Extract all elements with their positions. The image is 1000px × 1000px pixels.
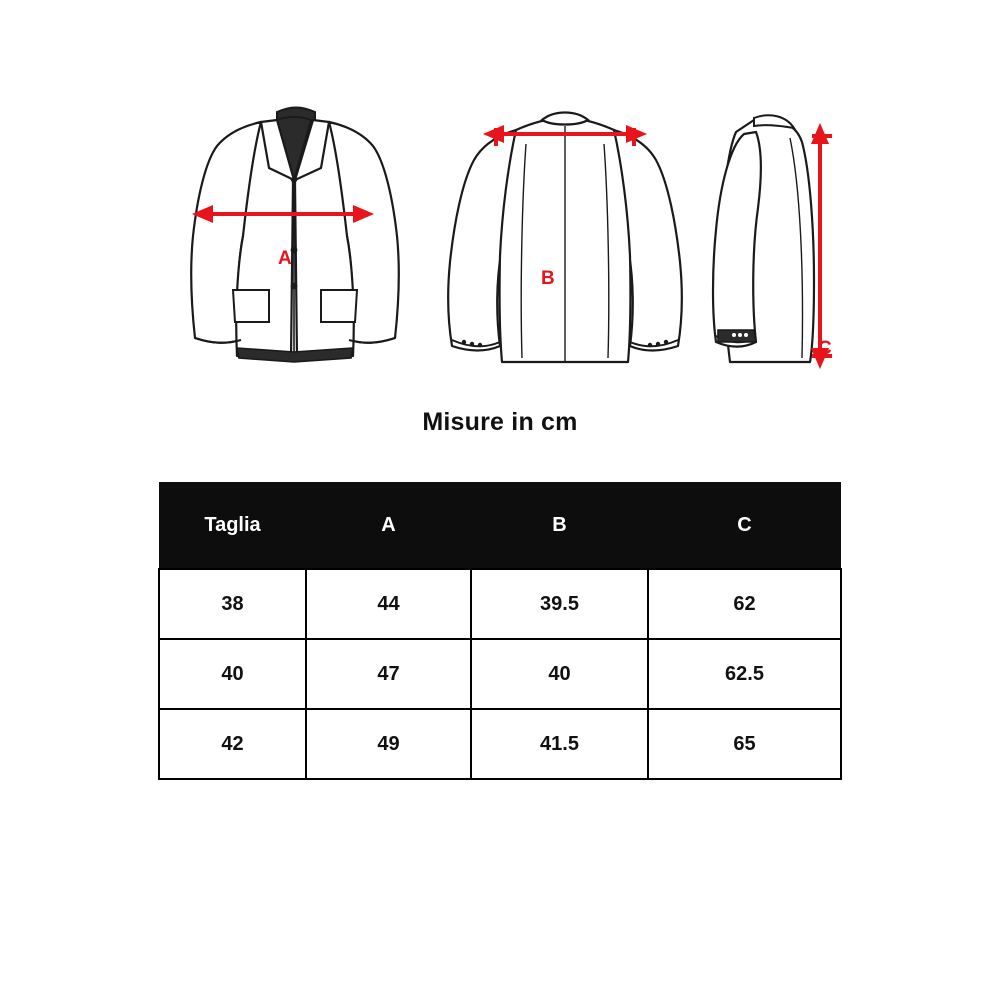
cell-c: 62 bbox=[648, 569, 841, 639]
jacket-back-view bbox=[430, 90, 700, 390]
jacket-illustrations bbox=[0, 90, 1000, 390]
measure-label-c: C bbox=[818, 338, 833, 359]
measure-label-b: B bbox=[541, 268, 556, 289]
cell-c: 62.5 bbox=[648, 639, 841, 709]
size-table-container bbox=[158, 482, 842, 780]
cell-size: 38 bbox=[159, 569, 306, 639]
table-row bbox=[159, 639, 841, 709]
cell-b: 40 bbox=[471, 639, 648, 709]
cell-a: 49 bbox=[306, 709, 471, 779]
measurement-unit-caption: Misure in cm bbox=[422, 408, 578, 436]
measure-label-a: A bbox=[278, 248, 293, 269]
cell-a: 47 bbox=[306, 639, 471, 709]
cell-a: 44 bbox=[306, 569, 471, 639]
column-header-size: Taglia bbox=[159, 482, 306, 569]
table-row bbox=[159, 709, 841, 779]
cell-b: 41.5 bbox=[471, 709, 648, 779]
table-header-row bbox=[159, 482, 841, 569]
cell-size: 40 bbox=[159, 639, 306, 709]
table-row bbox=[159, 569, 841, 639]
jacket-front-view bbox=[165, 90, 425, 390]
column-header-b: B bbox=[471, 482, 648, 569]
cell-c: 65 bbox=[648, 709, 841, 779]
column-header-a: A bbox=[306, 482, 471, 569]
size-table bbox=[158, 482, 842, 780]
column-header-c: C bbox=[648, 482, 841, 569]
cell-b: 39.5 bbox=[471, 569, 648, 639]
cell-size: 42 bbox=[159, 709, 306, 779]
